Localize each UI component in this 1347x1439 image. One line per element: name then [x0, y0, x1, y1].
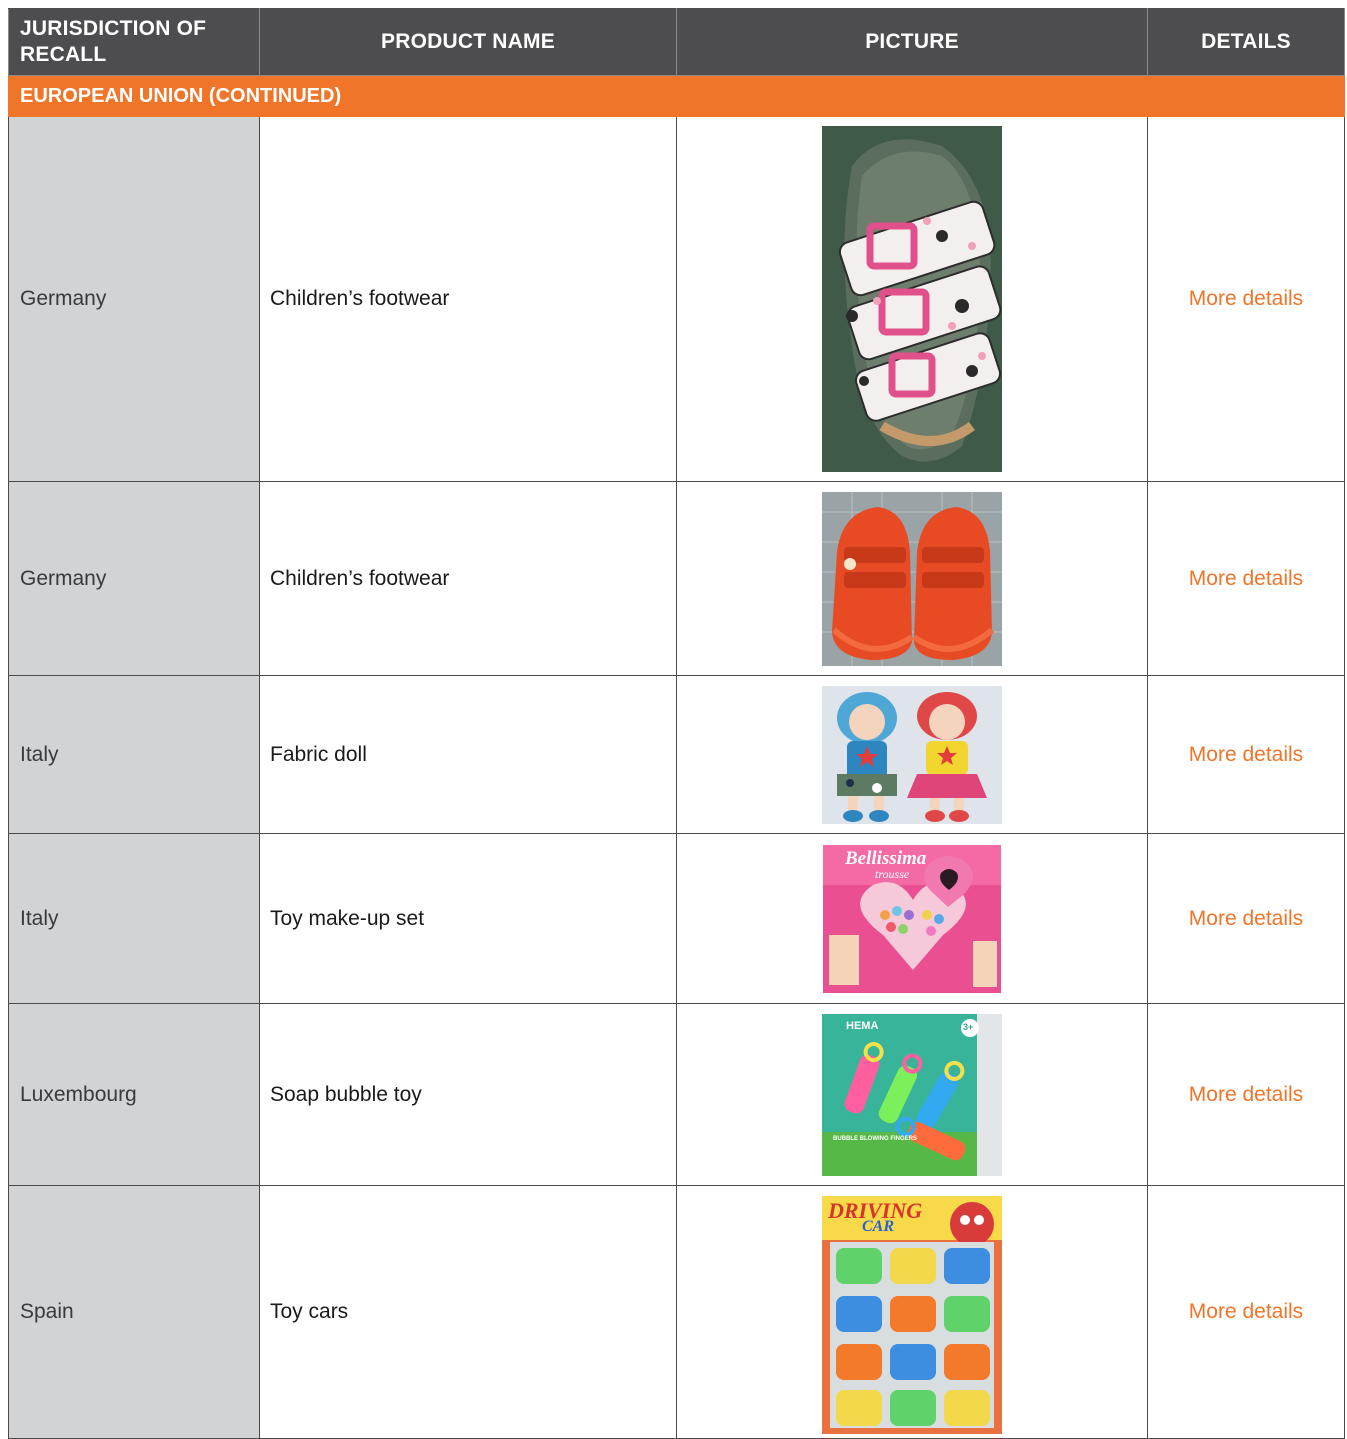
table-row: [9, 834, 1345, 1004]
picture-cell: [677, 117, 1148, 482]
product-name-cell: Toy make-up set: [260, 834, 677, 1004]
makeup-brand-label: Bellissima: [845, 847, 927, 869]
header-picture: PICTURE: [677, 9, 1148, 76]
red-shoes-image: [822, 492, 1002, 666]
picture-cell: [677, 1004, 1148, 1186]
more-details-link[interactable]: More details: [1148, 834, 1345, 1004]
jurisdiction-cell: Luxembourg: [9, 1004, 260, 1186]
table-row: [9, 676, 1345, 834]
table-row: [9, 1004, 1345, 1186]
section-title: EUROPEAN UNION (CONTINUED): [9, 76, 1345, 117]
picture-cell: [677, 482, 1148, 676]
more-details-link[interactable]: More details: [1148, 1004, 1345, 1186]
picture-cell: [677, 676, 1148, 834]
product-name-cell: Children’s footwear: [260, 482, 677, 676]
more-details-link[interactable]: More details: [1148, 1186, 1345, 1439]
jurisdiction-cell: Spain: [9, 1186, 260, 1439]
jurisdiction-cell: Italy: [9, 676, 260, 834]
header-product-name: PRODUCT NAME: [260, 9, 677, 76]
bubble-toy-image: [822, 1014, 1002, 1176]
bubble-age-label: 3+: [963, 1021, 974, 1032]
bubble-caption-label: BUBBLE BLOWING FINGERS: [833, 1135, 917, 1142]
cars-title-label: DRIVING: [828, 1198, 923, 1223]
jurisdiction-cell: Germany: [9, 117, 260, 482]
more-details-link[interactable]: More details: [1148, 117, 1345, 482]
bubble-brand-label: HEMA: [846, 1019, 879, 1032]
product-name-cell: Children’s footwear: [260, 117, 677, 482]
toy-cars-image: [822, 1196, 1002, 1434]
header-jurisdiction: JURISDICTION OF RECALL: [9, 9, 260, 76]
cars-subtitle-label: CAR: [862, 1218, 895, 1235]
product-name-cell: Fabric doll: [260, 676, 677, 834]
makeup-set-image: [823, 845, 1001, 993]
product-name-cell: Soap bubble toy: [260, 1004, 677, 1186]
more-details-link[interactable]: More details: [1148, 676, 1345, 834]
header-details: DETAILS: [1148, 9, 1345, 76]
picture-cell: [677, 834, 1148, 1004]
section-row: [9, 76, 1345, 117]
jurisdiction-cell: Italy: [9, 834, 260, 1004]
sandal-image: [822, 126, 1002, 472]
picture-cell: [677, 1186, 1148, 1439]
makeup-sub-label: trousse: [875, 866, 910, 881]
table-row: [9, 1186, 1345, 1439]
fabric-dolls-image: [822, 686, 1002, 824]
header-row: [9, 9, 1345, 76]
product-name-cell: Toy cars: [260, 1186, 677, 1439]
recall-table: [8, 8, 1345, 1439]
more-details-link[interactable]: More details: [1148, 482, 1345, 676]
jurisdiction-cell: Germany: [9, 482, 260, 676]
table-row: [9, 117, 1345, 482]
table-row: [9, 482, 1345, 676]
